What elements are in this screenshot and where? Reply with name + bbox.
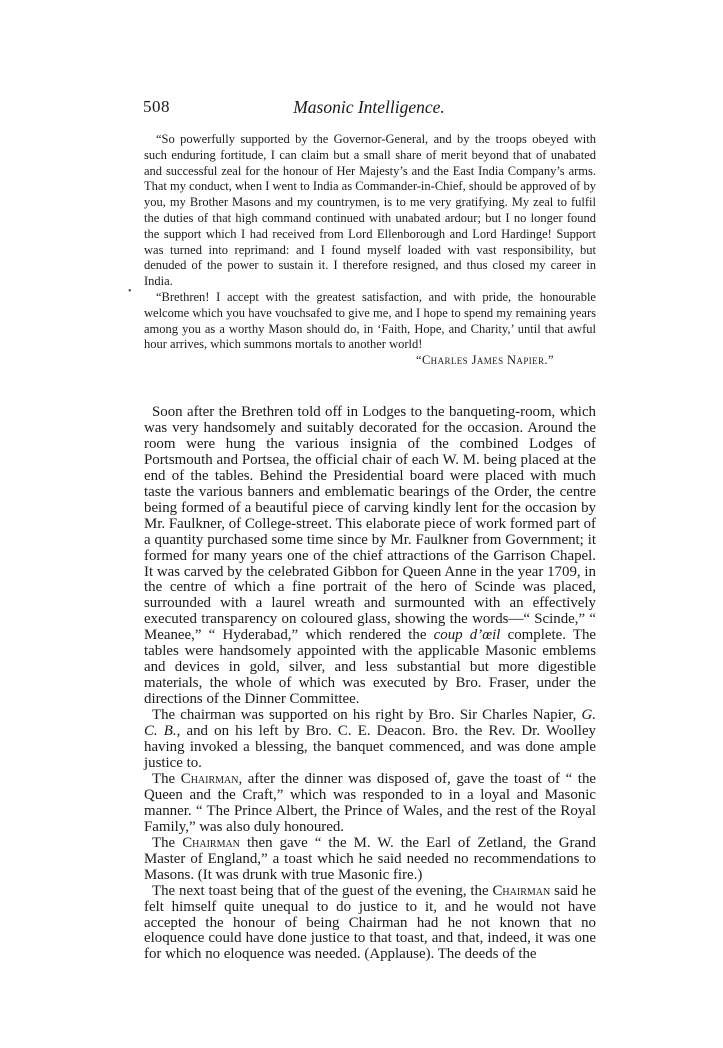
body-text-span: complete. The tables were handsomely appointed with the applicable Masonic emblems and devices in gold, silver, and less substantial but more digestible materials, the whole of which was executed by Bro. Fraser, under the directions of the Dinner Committee. <box>144 627 597 708</box>
page-number: 508 <box>143 97 170 116</box>
quote-signature: “Charles James Napier.” <box>416 353 554 368</box>
body-smallcaps-span: Chairman <box>492 882 551 899</box>
body-paragraph <box>144 708 596 772</box>
body-smallcaps-span: Chairman <box>180 770 239 787</box>
body-paragraph <box>144 772 596 836</box>
body-text-span: , and on his left by Bro. C. E. Deacon. Bro. the Rev. Dr. Woolley having invoked a blessing, the banquet commenced, and was done ample justice to. <box>144 723 596 771</box>
body-text-span: The next toast being that of the guest of the evening, the <box>152 882 493 899</box>
body-text-span: then gave “ the M. W. the Earl of Zetland, the Grand Master of England,” a toast which he said needed no recommendations to Masons. (It was drunk with true Masonic fire.) <box>144 834 596 883</box>
body-paragraph <box>144 405 596 708</box>
running-title: Masonic Intelligence. <box>293 97 445 117</box>
body-text-span: The <box>152 834 183 851</box>
body-text-span: Soon after the Brethren told off in Lodges to the banqueting-room, which was very handsomely and suitably decorated for the occasion. Around the room were hung the various insignia of the combined Lodges of Portsmouth and Portsea, the official chair of each W. M. being placed at the end of the tables. Behind the Presidential board were placed with much taste the various banners and emblematic bearings of the Order, the centre being formed of a beautiful piece of carving kindly lent for the occasion by Mr. Faulkner, of College-street. This elaborate piece of work formed part of a quantity purchased some time since by Mr. Faulkner from Government; it formed for many years one of the chief attractions of the Garrison Chapel. It was carved by the celebrated Gibbon for Queen Anne in the year 1709, in the centre of which a fine portrait of the hero of Scinde was placed, surrounded with a laurel wreath and surmounted with an effectively executed transparency on coloured glass, showing the words—“ Scinde,” “ Meanee,” “ Hyderabad,” which rendered the <box>144 404 596 644</box>
article-body <box>144 405 596 963</box>
body-text-span: said he felt himself quite unequal to do justice to it, and he would not have accepted the honour of being Chairman had he not known that no eloquence could have done justice to that toast, and that, indeed, it was one for which no eloquence was needed. (Applause). The deeds of the <box>144 882 596 963</box>
body-italic-span: coup d’œil <box>433 627 501 644</box>
page-header <box>143 97 595 121</box>
body-text-span: , after the dinner was disposed of, gave the toast of “ the Queen and the Craft,” which was responded to in a loyal and Masonic manner. “ The Prince Albert, the Prince of Wales, and the rest of the Royal Family,” was also duly honoured. <box>144 770 597 835</box>
body-text-span: The chairman was supported on his right by Bro. Sir Charles Napier, <box>152 707 582 724</box>
body-italic-span: G. C. B. <box>144 707 596 740</box>
quote-paragraph: “So powerfully supported by the Governor-General, and by the troops obeyed with such enduring fortitude, I can claim but a small share of merit beyond that of unabated and successful zeal for the honour of Her Majesty’s and the East India Company’s arms. That my conduct, when I went to India as Commander-in-Chief, should be approved of by you, my Brother Masons and my countrymen, is to me very gratifying. My zeal to fulfil the duties of that high command continued with unabated ardour; but I no longer found the support which I had received from Lord Ellenborough and Lord Hardinge! Support was turned into reprimand: and I found myself loaded with vast responsibility, but denuded of the power to sustain it. I therefore resigned, and thus closed my career in India. <box>144 132 596 289</box>
body-paragraph <box>144 884 596 964</box>
margin-dot: • <box>128 286 132 297</box>
quoted-letter <box>144 132 596 369</box>
body-paragraph <box>144 836 596 884</box>
quote-paragraph: “Brethren! I accept with the greatest satisfaction, and with pride, the honourable welcome which you have vouchsafed to give me, and I hope to spend my remaining years among you as a worthy Mason should do, in ‘Faith, Hope, and Charity,’ until that awful hour arrives, which summons mortals to another world! <box>144 289 596 352</box>
body-smallcaps-span: Chairman <box>182 834 240 851</box>
body-text-span: The <box>152 770 181 787</box>
